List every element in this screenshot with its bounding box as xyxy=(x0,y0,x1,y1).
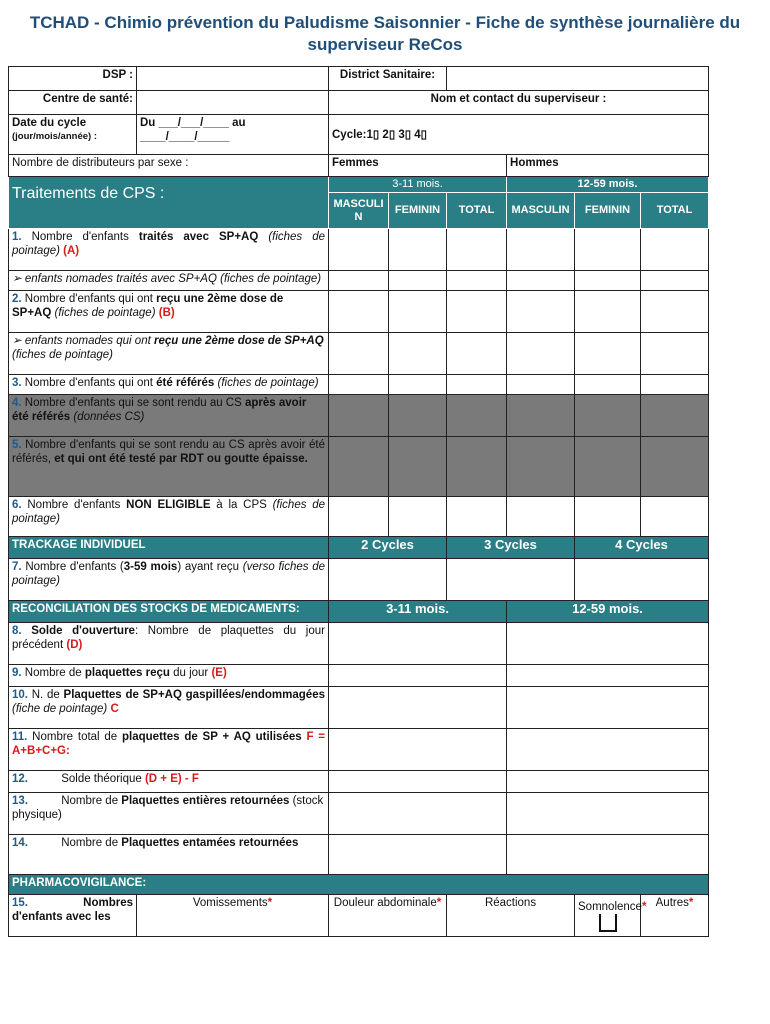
stocks-age-3-11: 3-11 mois. xyxy=(329,601,507,623)
cell-input[interactable] xyxy=(507,665,709,687)
superviseur-label[interactable]: Nom et contact du superviseur : xyxy=(329,91,709,115)
date-cycle-title: Date du cycle xyxy=(12,117,87,129)
row-7-text: Nombre d'enfants ( xyxy=(25,561,124,573)
table-row xyxy=(9,291,709,333)
row-11-formula: F = A+B+C+G: xyxy=(12,731,326,757)
cell-input[interactable] xyxy=(329,729,507,771)
cell-disabled xyxy=(329,437,389,497)
vomissements-star: * xyxy=(267,897,273,909)
row-13-label xyxy=(9,793,329,835)
row-10-label xyxy=(9,687,329,729)
cell-input[interactable] xyxy=(507,623,709,665)
row-14-bold: Plaquettes entamées retournées xyxy=(121,837,299,849)
cell-input[interactable] xyxy=(389,497,447,537)
row-13-text: Nombre de xyxy=(61,795,119,807)
somnolence-checkbox-icon[interactable] xyxy=(599,914,617,932)
col-4-cycles: 4 Cycles xyxy=(575,537,709,559)
vomissements-cell[interactable] xyxy=(137,895,329,937)
cell-input[interactable] xyxy=(389,229,447,271)
row-10-text: N. de xyxy=(31,689,60,701)
row-6-label xyxy=(9,497,329,537)
row-4-bold: après avoir été référés xyxy=(12,397,307,423)
form-title-line2: superviseur ReCos xyxy=(307,35,463,54)
cell-input[interactable] xyxy=(329,665,507,687)
form-title-line1: TCHAD - Chimio prévention du Paludisme Saisonnier - Fiche de synthèse journalière du xyxy=(29,13,741,32)
cell-input[interactable] xyxy=(507,375,575,395)
row-5-number: 5. xyxy=(12,439,22,451)
cell-input[interactable] xyxy=(507,291,575,333)
row-6-source: (fiches de pointage) xyxy=(12,499,326,525)
cell-input[interactable] xyxy=(447,497,507,537)
cell-input[interactable] xyxy=(507,793,709,835)
cell-input[interactable] xyxy=(329,291,389,333)
pharma-section-label: PHARMACOVIGILANCE: xyxy=(9,875,709,895)
table-row xyxy=(9,793,709,835)
table-row xyxy=(9,687,709,729)
cell-input[interactable] xyxy=(575,271,641,291)
douleur-star: * xyxy=(436,897,442,909)
table-row xyxy=(9,623,709,665)
cell-input[interactable] xyxy=(507,835,709,875)
cell-input[interactable] xyxy=(575,375,641,395)
row-6-number: 6. xyxy=(12,499,22,511)
row-2-sub-bold: reçu une 2ème dose de SP+AQ xyxy=(153,335,324,347)
cell-input[interactable] xyxy=(329,835,507,875)
cell-input[interactable] xyxy=(329,559,447,601)
row-1-sub-label: ➢ enfants nomades traités avec SP+AQ (fiches de pointage) xyxy=(9,271,329,291)
row-2-label xyxy=(9,291,329,333)
row-5-text: Nombre d'enfants qui se sont rendu au CS après avoir été référés, xyxy=(12,439,325,465)
row-8-text: : Nombre de plaquettes du jour précédent xyxy=(12,625,325,651)
row-11-bold: plaquettes de SP + AQ utilisées xyxy=(122,731,302,743)
cell-input[interactable] xyxy=(389,291,447,333)
row-2-bold: reçu une 2ème dose de SP+AQ xyxy=(12,293,284,319)
cell-input[interactable] xyxy=(507,497,575,537)
cell-input[interactable] xyxy=(447,375,507,395)
dsp-field[interactable] xyxy=(137,67,329,91)
trackage-header-row xyxy=(9,537,709,559)
row-3-number: 3. xyxy=(12,377,22,389)
cell-input[interactable] xyxy=(575,229,641,271)
row-1-label xyxy=(9,229,329,271)
row-3-label xyxy=(9,375,329,395)
row-10-source: (fiche de pointage) xyxy=(12,703,108,715)
col-masculin-2: MASCULIN xyxy=(507,193,575,229)
stocks-age-12-59: 12-59 mois. xyxy=(507,601,709,623)
cell-input[interactable] xyxy=(389,271,447,291)
cell-disabled xyxy=(507,395,575,437)
row-7-label xyxy=(9,559,329,601)
row-3-text: Nombre d'enfants qui ont xyxy=(24,377,153,389)
row-12-text: Solde théorique xyxy=(61,773,142,785)
table-row xyxy=(9,271,709,291)
row-7-source: (verso fiches de pointage) xyxy=(12,561,325,587)
row-9-text: Nombre de xyxy=(24,667,82,679)
cell-input[interactable] xyxy=(575,497,641,537)
vomissements-label: Vomissements xyxy=(192,897,268,909)
district-label: District Sanitaire: xyxy=(329,67,447,91)
row-6-text2: à la CPS xyxy=(216,499,267,511)
cell-input[interactable] xyxy=(507,333,575,375)
col-2-cycles: 2 Cycles xyxy=(329,537,447,559)
row-8-bold: Solde d'ouverture xyxy=(31,625,135,637)
table-row xyxy=(9,395,709,437)
date-range-field[interactable] xyxy=(137,115,329,155)
centre-label: Centre de santé: xyxy=(9,91,137,115)
row-3-bold: été référés xyxy=(156,377,215,389)
cell-input[interactable] xyxy=(641,271,709,291)
cell-input[interactable] xyxy=(329,271,389,291)
table-row xyxy=(9,229,709,271)
autres-cell[interactable] xyxy=(641,895,709,937)
row-7-number: 7. xyxy=(12,561,22,573)
row-15-label xyxy=(9,895,137,937)
cell-disabled xyxy=(389,437,447,497)
centre-field[interactable] xyxy=(137,91,329,115)
row-10-code: C xyxy=(110,703,119,715)
cell-disabled xyxy=(329,395,389,437)
row-2-code: (B) xyxy=(158,307,175,319)
cell-input[interactable] xyxy=(329,623,507,665)
cell-input[interactable] xyxy=(329,229,389,271)
row-14-number: 14. xyxy=(12,837,28,849)
row-1-code: (A) xyxy=(63,245,80,257)
table-row xyxy=(9,559,709,601)
reactions-cell[interactable] xyxy=(447,895,575,937)
table-row xyxy=(9,497,709,537)
cell-input[interactable] xyxy=(329,333,389,375)
row-11-text: Nombre total de xyxy=(32,731,118,743)
trackage-section-label: TRACKAGE INDIVIDUEL xyxy=(9,537,329,559)
table-row xyxy=(9,437,709,497)
row-7-text2: ) ayant reçu xyxy=(177,561,240,573)
cell-input[interactable] xyxy=(575,559,709,601)
age-group-3-11: 3-11 mois. xyxy=(329,177,507,193)
row-1-text: Nombre d'enfants xyxy=(31,231,129,243)
row-2-number: 2. xyxy=(12,293,22,305)
cell-disabled xyxy=(447,437,507,497)
cell-input[interactable] xyxy=(329,771,507,793)
age-group-12-59: 12-59 mois. xyxy=(507,177,709,193)
table-row xyxy=(9,895,709,937)
distributeurs-label: Nombre de distributeurs par sexe : xyxy=(9,155,329,177)
col-feminin-2: FEMININ xyxy=(575,193,641,229)
row-8-label xyxy=(9,623,329,665)
row-1-number: 1. xyxy=(12,231,22,243)
row-9-text2: du jour xyxy=(173,667,209,679)
dsp-label: DSP : xyxy=(9,67,137,91)
somnolence-star: * xyxy=(641,900,647,913)
cell-input[interactable] xyxy=(575,333,641,375)
cell-input[interactable] xyxy=(641,229,709,271)
table-row xyxy=(9,333,709,375)
row-8-code: (D) xyxy=(66,639,83,651)
cell-input[interactable] xyxy=(447,271,507,291)
col-3-cycles: 3 Cycles xyxy=(447,537,575,559)
cycle-selector[interactable]: Cycle:1▯ 2▯ 3▯ 4▯ xyxy=(329,115,709,155)
row-13-number: 13. xyxy=(12,795,28,807)
cell-input[interactable] xyxy=(447,333,507,375)
row-6-bold: NON ELIGIBLE xyxy=(126,499,211,511)
row-3-source: (fiches de pointage) xyxy=(217,377,319,389)
synthesis-form-table xyxy=(8,66,709,937)
table-row xyxy=(9,729,709,771)
row-2-text: Nombre d'enfants qui ont xyxy=(24,293,153,305)
cell-disabled xyxy=(575,395,641,437)
reactions-label: Réactions xyxy=(484,897,537,909)
cell-input[interactable] xyxy=(329,793,507,835)
cell-input[interactable] xyxy=(447,291,507,333)
autres-star: * xyxy=(688,897,694,909)
row-6-text: Nombre d'enfants xyxy=(27,499,121,511)
cell-input[interactable] xyxy=(447,559,575,601)
row-12-number: 12. xyxy=(12,773,28,785)
col-total-1: TOTAL xyxy=(447,193,507,229)
cell-input[interactable] xyxy=(641,291,709,333)
row-9-number: 9. xyxy=(12,667,22,679)
cell-input[interactable] xyxy=(641,497,709,537)
row-11-label xyxy=(9,729,329,771)
row-13-bold: Plaquettes entières retournées xyxy=(121,795,290,807)
femmes-label[interactable]: Femmes xyxy=(329,155,507,177)
somnolence-label: Somnolence xyxy=(578,900,642,913)
row-13-source: (stock physique) xyxy=(12,795,324,821)
row-12-formula: (D + E) - F xyxy=(144,773,199,785)
col-total-2: TOTAL xyxy=(641,193,709,229)
row-4-source: (données CS) xyxy=(73,411,145,423)
table-row xyxy=(9,835,709,875)
pharma-header-row xyxy=(9,875,709,895)
cell-disabled xyxy=(641,395,709,437)
stocks-header-row xyxy=(9,601,709,623)
cell-input[interactable] xyxy=(507,271,575,291)
row-4-number: 4. xyxy=(12,397,22,409)
row-8-number: 8. xyxy=(12,625,22,637)
row-1-source: (fiches de pointage) xyxy=(12,231,325,257)
hommes-label[interactable]: Hommes xyxy=(507,155,709,177)
cell-input[interactable] xyxy=(507,687,709,729)
cell-disabled xyxy=(575,437,641,497)
cell-disabled xyxy=(507,437,575,497)
cell-disabled xyxy=(447,395,507,437)
douleur-cell[interactable] xyxy=(329,895,447,937)
row-10-number: 10. xyxy=(12,689,28,701)
date-range-line1: Du ___/___/____ au xyxy=(140,117,246,129)
row-15-text: Nombres d'enfants avec les xyxy=(12,897,133,923)
row-9-label xyxy=(9,665,329,687)
row-1-bold: traités avec SP+AQ xyxy=(138,231,259,243)
table-row xyxy=(9,375,709,395)
cell-disabled xyxy=(389,395,447,437)
row-4-label xyxy=(9,395,329,437)
cell-input[interactable] xyxy=(447,229,507,271)
row-2-sub-label xyxy=(9,333,329,375)
cell-input[interactable] xyxy=(507,729,709,771)
douleur-label: Douleur abdominale xyxy=(333,897,437,909)
row-5-label xyxy=(9,437,329,497)
cell-input[interactable] xyxy=(389,375,447,395)
row-9-bold: plaquettes reçu xyxy=(84,667,170,679)
district-field[interactable] xyxy=(447,67,709,91)
cell-input[interactable] xyxy=(641,333,709,375)
autres-label: Autres xyxy=(655,897,689,909)
somnolence-cell[interactable] xyxy=(575,895,647,937)
row-11-number: 11. xyxy=(12,731,28,743)
row-2-sub-text: ➢ enfants nomades qui ont xyxy=(12,335,151,347)
col-feminin-1: FEMININ xyxy=(389,193,447,229)
row-15-number: 15. xyxy=(12,897,28,909)
cell-input[interactable] xyxy=(329,497,389,537)
col-masculin-1: MASCULIN xyxy=(329,193,389,229)
cell-input[interactable] xyxy=(575,291,641,333)
row-14-label xyxy=(9,835,329,875)
cell-input[interactable] xyxy=(389,333,447,375)
cell-input[interactable] xyxy=(329,375,389,395)
cell-input[interactable] xyxy=(507,771,709,793)
table-row xyxy=(9,665,709,687)
date-range-line2: ____/____/_____ xyxy=(140,131,230,143)
form-title xyxy=(0,12,770,56)
cps-section-label: Traitements de CPS : xyxy=(9,177,329,229)
cell-input[interactable] xyxy=(641,375,709,395)
table-row xyxy=(9,771,709,793)
row-14-text: Nombre de xyxy=(61,837,119,849)
row-5-bold: et qui ont été testé par RDT ou goutte épaisse. xyxy=(54,453,308,465)
row-4-text: Nombre d'enfants qui se sont rendu au CS xyxy=(24,397,242,409)
row-12-label xyxy=(9,771,329,793)
row-9-code: (E) xyxy=(211,667,227,679)
stocks-section-label: RECONCILIATION DES STOCKS DE MEDICAMENTS: xyxy=(9,601,329,623)
row-2-source: (fiches de pointage) xyxy=(54,307,156,319)
cell-disabled xyxy=(641,437,709,497)
cell-input[interactable] xyxy=(507,229,575,271)
row-10-bold: Plaquettes de SP+AQ gaspillées/endommagées xyxy=(63,689,325,701)
row-2-sub-source: (fiches de pointage) xyxy=(12,349,114,361)
row-7-bold: 3-59 mois xyxy=(123,561,178,573)
date-cycle-label xyxy=(9,115,137,155)
cell-input[interactable] xyxy=(329,687,507,729)
date-format-hint: (jour/mois/année) : xyxy=(12,131,97,142)
